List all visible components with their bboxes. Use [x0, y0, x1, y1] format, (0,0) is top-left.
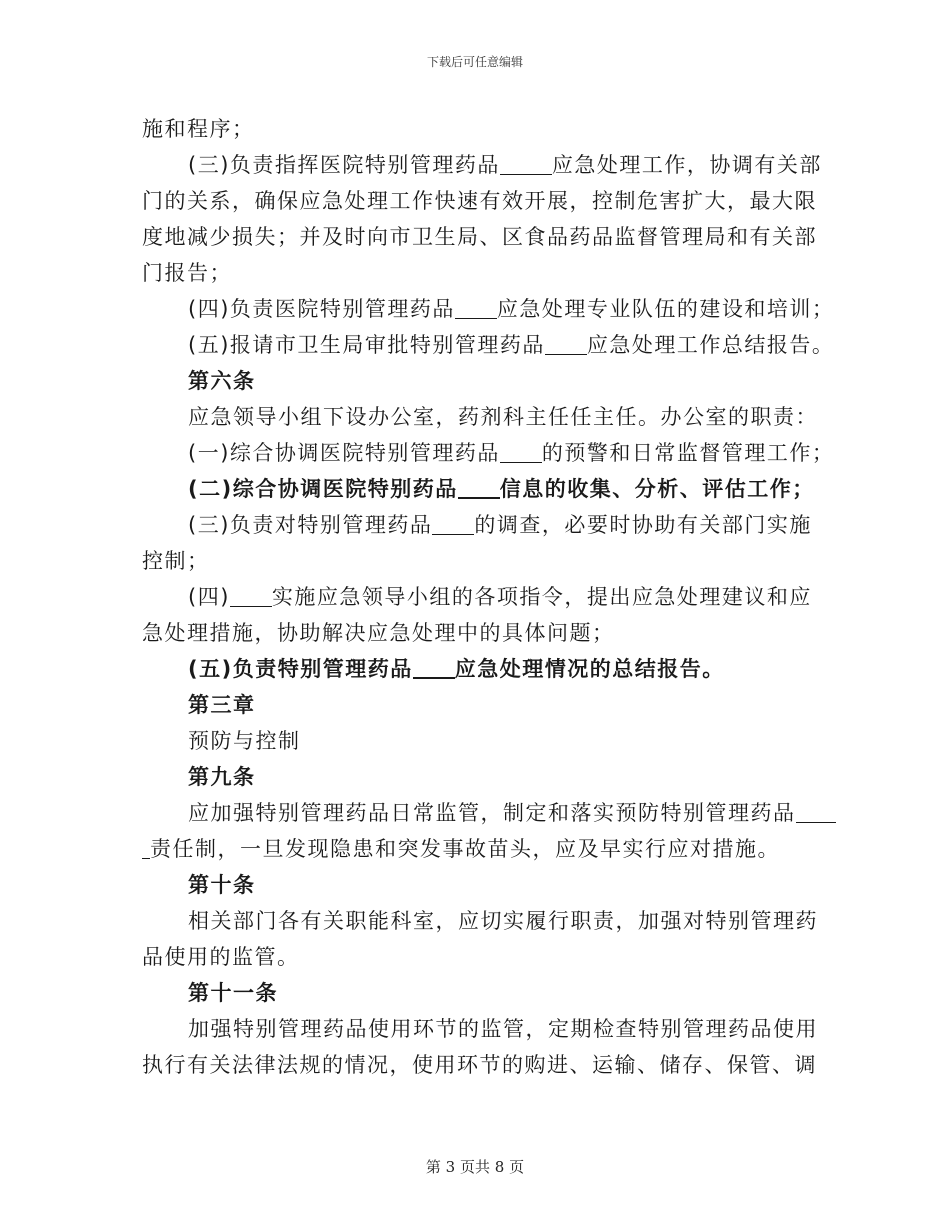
text-segment: 应加强特别管理药品日常监管，制定和落实预防特别管理药品 — [188, 801, 796, 825]
text-line — [142, 507, 810, 543]
text-line — [142, 795, 810, 831]
text-segment: (五)负责特别管理药品 — [188, 657, 413, 681]
text-segment: 应急处理专业队伍的建设和培训； — [496, 297, 835, 321]
page-header: 下载后可任意编辑 — [426, 55, 523, 69]
text-segment: 责任制，一旦发现隐患和突发事故苗头，应及早实行应对措施。 — [150, 837, 780, 861]
text-line: 控制； — [142, 549, 210, 573]
blank-underline — [458, 477, 500, 499]
text-line-bold — [142, 471, 815, 507]
chapter-heading: 第三章 — [188, 693, 256, 717]
blank-underline — [432, 514, 474, 535]
article-heading: 第十一条 — [188, 981, 278, 1005]
text-line — [142, 327, 835, 363]
text-line: 相关部门各有关职能科室，应切实履行职责，加强对特别管理药 — [188, 909, 818, 933]
text-segment: (二)综合协调医院特别药品 — [188, 477, 458, 501]
text-segment: (三)负责对特别管理药品 — [188, 513, 433, 537]
text-line — [142, 579, 810, 615]
page-footer: 第 3 页共 8 页 — [425, 1158, 525, 1176]
text-segment: 应急处理工作，协调有关部 — [551, 153, 822, 177]
article-heading: 第九条 — [188, 765, 256, 789]
text-segment: 应急处理情况的总结报告。 — [454, 657, 725, 681]
text-segment: (四)负责医院特别管理药品 — [188, 297, 455, 321]
document-body — [142, 111, 835, 1083]
text-line: 门报告； — [142, 261, 232, 285]
blank-underline — [230, 586, 272, 607]
text-line — [142, 435, 835, 471]
text-line: 门的关系，确保应急处理工作快速有效开展，控制危害扩大，最大限 — [142, 189, 817, 213]
text-segment: (三)负责指挥医院特别管理药品 — [188, 153, 500, 177]
text-line-bold — [142, 651, 810, 687]
text-line: 应急领导小组下设办公室，药剂科主任任主任。办公室的职责： — [188, 405, 818, 429]
blank-underline — [413, 657, 455, 679]
text-segment: 的预警和日常监督管理工作； — [541, 441, 835, 465]
blank-underline — [142, 838, 150, 859]
text-segment: 实施应急领导小组的各项指令，提出应急处理建议和应 — [271, 585, 812, 609]
text-line: 急处理措施，协助解决应急处理中的具体问题； — [142, 621, 615, 645]
blank-underline — [796, 802, 836, 823]
chapter-title: 预防与控制 — [188, 729, 301, 753]
text-line: 度地减少损失；并及时向市卫生局、区食品药品监督管理局和有关部 — [142, 225, 817, 249]
text-line: 品使用的监管。 — [142, 945, 300, 969]
text-segment: 应急处理工作总结报告。 — [586, 333, 835, 357]
text-line: 加强特别管理药品使用环节的监管，定期检查特别管理药品使用 — [188, 1017, 818, 1041]
article-heading: 第十条 — [188, 873, 256, 897]
text-line: 执行有关法律法规的情况，使用环节的购进、运输、储存、保管、调 — [142, 1053, 817, 1077]
text-line — [142, 291, 835, 327]
text-line — [142, 831, 810, 867]
article-heading: 第六条 — [188, 369, 256, 393]
text-segment: (四) — [188, 585, 230, 609]
blank-underline — [545, 334, 587, 355]
text-segment: 信息的收集、分析、评估工作； — [499, 477, 815, 501]
text-segment: 的调查，必要时协助有关部门实施 — [474, 513, 812, 537]
blank-underline — [500, 154, 552, 175]
text-segment: (五)报请市卫生局审批特别管理药品 — [188, 333, 545, 357]
text-segment: (一)综合协调医院特别管理药品 — [188, 441, 500, 465]
blank-underline — [455, 298, 497, 319]
blank-underline — [500, 442, 542, 463]
text-line: 施和程序； — [142, 117, 255, 141]
text-line — [142, 147, 822, 183]
